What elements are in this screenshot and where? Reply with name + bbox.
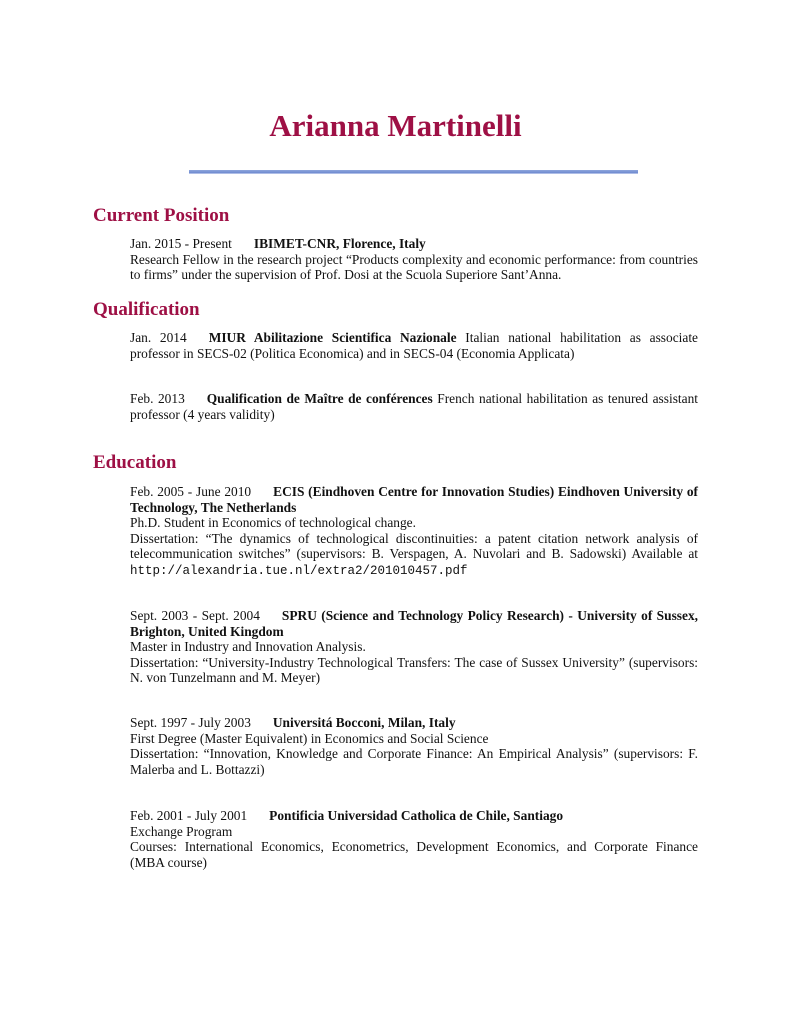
entry-dissertation: Dissertation: “Innovation, Knowledge and Corporate Finance: An Empirical Analysis” (supervisors: F. Malerba and L. Bottazzi) [130, 746, 698, 777]
entry-dissertation: Dissertation: “The dynamics of technological discontinuities: a patent citation network analysis of telecommunication switches” (supervisors: B. Verspagen, A. Nuvolari and B. Sadowski) Available at [130, 530, 698, 561]
entry-dissertation: Dissertation: “University-Industry Technological Transfers: The case of Sussex University” (supervisors: N. von Tunzelmann and M. Meyer) [130, 654, 698, 685]
section-title-current-position: Current Position [93, 205, 230, 226]
dissertation-link[interactable]: http://alexandria.tue.nl/extra2/201010457.pdf [130, 563, 468, 578]
entry-qualification-mcf [130, 391, 698, 422]
entry-current-position [130, 236, 698, 283]
entry-degree: First Degree (Master Equivalent) in Economics and Social Science [130, 730, 489, 746]
entry-date: Jan. 2014 [130, 330, 187, 345]
title-divider [189, 170, 638, 174]
entry-institution: SPRU (Science and Technology Policy Research) - University of Sussex, Brighton, United Kingdom [130, 608, 698, 639]
entry-institution: MIUR Abilitazione Scientifica Nazionale [208, 330, 457, 345]
section-title-qualification: Qualification [93, 299, 200, 320]
entry-degree: Master in Industry and Innovation Analysis. [130, 639, 366, 654]
entry-date: Sept. 2003 - Sept. 2004 [130, 608, 260, 623]
entry-date: Jan. 2015 - Present [130, 236, 232, 251]
entry-degree: Exchange Program [130, 823, 233, 839]
entry-date: Sept. 1997 - July 2003 [130, 715, 251, 730]
entry-education-spru [130, 608, 698, 686]
entry-institution: ECIS (Eindhoven Centre for Innovation Studies) Eindhoven University of Technology, The Netherlands [130, 484, 698, 515]
entry-description: Italian national habilitation as associate professor in SECS-02 (Politica Economica) and in SECS-04 (Economia Applicata) [130, 330, 698, 361]
entry-institution: IBIMET-CNR, Florence, Italy [253, 236, 426, 251]
entry-degree: Ph.D. Student in Economics of technological change. [130, 515, 416, 530]
entry-date: Feb. 2005 - June 2010 [130, 484, 252, 499]
entry-description: French national habilitation as tenured assistant professor (4 years validity) [130, 391, 698, 422]
entry-education-ecis [130, 484, 698, 579]
entry-dissertation: Courses: International Economics, Econometrics, Development Economics, and Corporate Finance (MBA course) [130, 839, 698, 870]
entry-institution: Pontificia Universidad Catholica de Chile, Santiago [269, 808, 564, 823]
section-title-education: Education [93, 452, 177, 473]
entry-date: Feb. 2013 [130, 391, 185, 406]
cv-name: Arianna Martinelli [269, 108, 522, 143]
entry-date: Feb. 2001 - July 2001 [130, 808, 248, 823]
entry-institution: Universitá Bocconi, Milan, Italy [272, 715, 456, 730]
entry-education-bocconi [130, 715, 698, 777]
entry-education-puc-chile [130, 808, 698, 870]
entry-description: Research Fellow in the research project “Products complexity and economic performance: from countries to firms” under the supervision of Prof. Dosi at the Scuola Superiore Sant’Anna. [130, 251, 698, 282]
entry-institution: Qualification de Maître de conférences [206, 391, 433, 406]
entry-qualification-miur [130, 330, 698, 361]
